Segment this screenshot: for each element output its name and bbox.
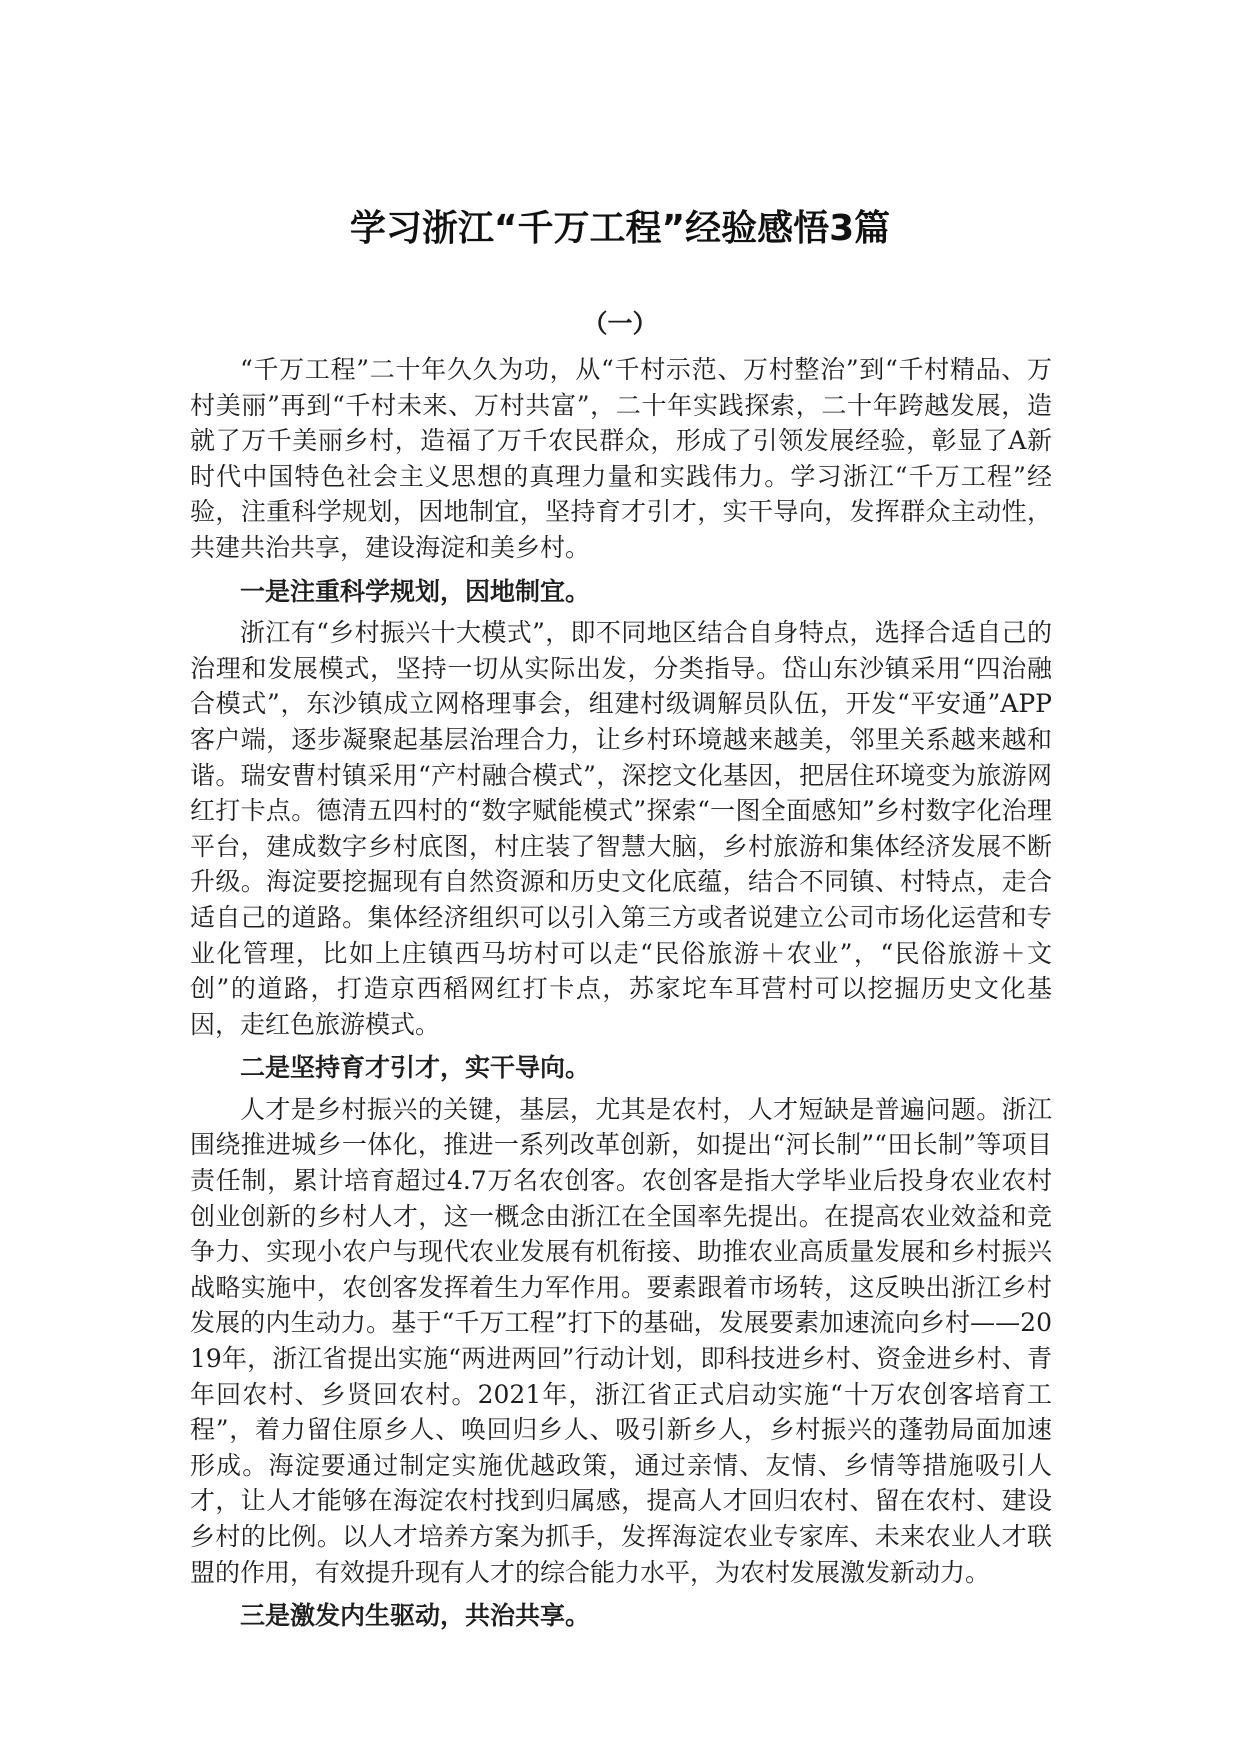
section-heading-1: 一是注重科学规划，因地制宜。 [240,576,591,606]
section-label: （一） [582,309,658,338]
section-heading-3: 三是激发内生驱动，共治共享。 [240,1601,591,1631]
section-heading-2: 二是坚持育才引才，实干导向。 [240,1053,591,1083]
document-title: 学习浙江“千万工程”经验感悟3篇 [349,208,891,249]
body-paragraph-2: 人才是乡村振兴的关键，基层，尤其是农村，人才短缺是普遍问题。浙江围绕推进城乡一体化，推进一系列改革创新，如提出“河长制”“田长制”等项目责任制，累计培育超过4.7万名农创客。农创客是指大学毕业后投身农业农村创业创新的乡村人才，这一概念由浙江在全国率先提出。在提高农业效益和竞争力、实现小农户与现代农业发展有机衔接、助推农业高质量发展和乡村振兴战略实施中，农创客发挥着生力军作用。要素跟着市场转，这反映出浙江乡村发展的内生动力。基于“千万工程”打下的基础，发展要素加速流向乡村——2019年，浙江省提出实施“两进两回”行动计划，即科技进乡村、资金进乡村、青年回农村、乡贤回农村。2021年，浙江省正式启动实施“十万农创客培育工程”，着力留住原乡人、唤回归乡人、吸引新乡人，乡村振兴的蓬勃局面加速形成。海淀要通过制定实施优越政策，通过亲情、友情、乡情等措施吸引人才，让人才能够在海淀农村找到归属感，提高人才回归农村、留在农村、建设乡村的比例。以人才培养方案为抓手，发挥海淀农业专家库、未来农业人才联盟的作用，有效提升现有人才的综合能力水平，为农村发展激发新动力。 [190,1094,1052,1587]
intro-paragraph: “千万工程”二十年久久为功，从“千村示范、万村整治”到“千村精品、万村美丽”再到“千村未来、万村共富”，二十年实践探索，二十年跨越发展，造就了万千美丽乡村，造福了万千农民群众，形成了引领发展经验，彰显了A新时代中国特色社会主义思想的真理力量和实践伟力。学习浙江“千万工程”经验，注重科学规划，因地制宜，坚持育才引才，实干导向，发挥群众主动性，共建共治共享，建设海淀和美乡村。 [190,355,1052,562]
document-body [190,352,1052,1640]
body-paragraph-1: 浙江有“乡村振兴十大模式”，即不同地区结合自身特点，选择合适自己的治理和发展模式，坚持一切从实际出发，分类指导。岱山东沙镇采用“四治融合模式”，东沙镇成立网格理事会，组建村级调解员队伍，开发“平安通”APP客户端，逐步凝聚起基层治理合力，让乡村环境越来越美，邻里关系越来越和谐。瑞安曹村镇采用“产村融合模式”，深挖文化基因，把居住环境变为旅游网红打卡点。德清五四村的“数字赋能模式”探索“一图全面感知”乡村数字化治理平台，建成数字乡村底图，村庄装了智慧大脑，乡村旅游和集体经济发展不断升级。海淀要挖掘现有自然资源和历史文化底蕴，结合不同镇、村特点，走合适自己的道路。集体经济组织可以引入第三方或者说建立公司市场化运营和专业化管理，比如上庄镇西马坊村可以走“民俗旅游＋农业”，“民俗旅游＋文创”的道路，打造京西稻网红打卡点，苏家坨车耳营村可以挖掘历史文化基因，走红色旅游模式。 [190,618,1052,1039]
